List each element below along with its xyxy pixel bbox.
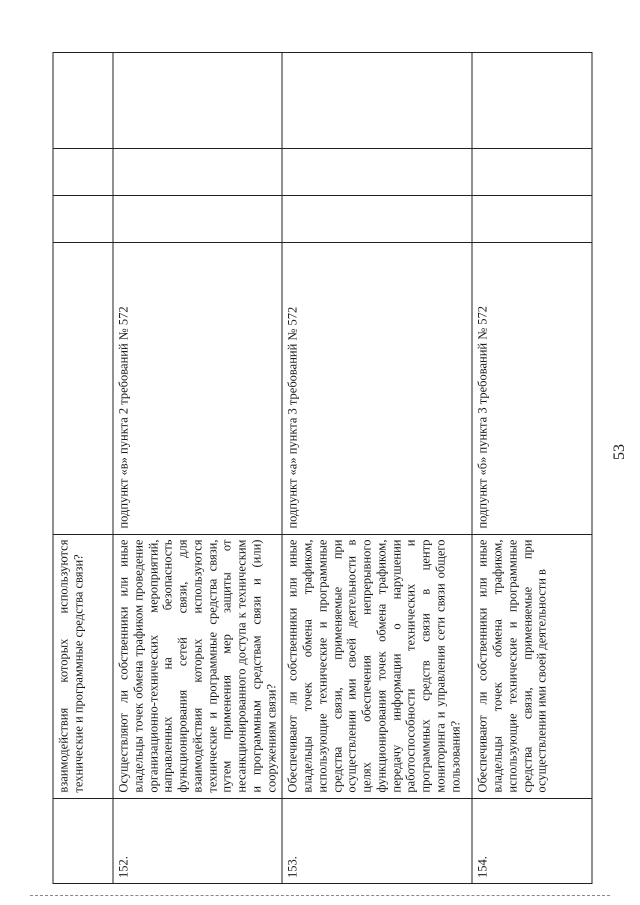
question-cell: Осуществляют ли собственники или иные владельцы точек обмена трафиком проведение организационно-технических мероприятий, направленных на безопасность функционирования сетей связи, для взаимодействия которых используются технические и программные средства связи, путем применения мер защиты от несанкционированного доступа к техническим и программным средствам связи и (или) сооружениям связи? [113,534,282,798]
answer-no-cell [282,149,472,196]
question-cell: Обеспечивают ли собственники или иные владельцы точек обмена трафиком, использующие технические и программные средства связи, применяемые при осуществлении ими своей деятельности в целях обеспечения непрерывного функционирования точек обмена трафиком, передачу информации о нарушении работоспособности технических и программных средств связи в центр мониторинга и управления сети связи общего пользования? [282,534,472,798]
reference-cell: подпункт «в» пункта 2 требований № 572 [113,242,282,534]
answer-yes-cell [282,195,472,242]
scan-artifact-line [30,895,610,898]
reference-cell: подпункт «б» пункта 3 требований № 572 [472,242,592,534]
table-row [113,53,282,884]
table-row [53,53,113,884]
reference-cell [53,242,113,534]
question-cell: взаимодействия которых используются технические и программные средства связи? [53,534,113,798]
requirements-table [53,52,593,884]
row-number [53,798,113,883]
notes-cell [472,53,592,149]
table-row [282,53,472,884]
page-number: 53 [611,444,628,460]
notes-cell [113,53,282,149]
rotated-table-container [53,52,588,884]
answer-yes-cell [113,195,282,242]
answer-no-cell [113,149,282,196]
answer-no-cell [53,149,113,196]
notes-cell [53,53,113,149]
notes-cell [282,53,472,149]
answer-yes-cell [53,195,113,242]
row-number: 152. [113,798,282,883]
question-cell: Обеспечивают ли собственники или иные владельцы точек обмена трафиком, использующие технические и программные средства связи, применяемые при осуществлении ими своей деятельности в [472,534,592,798]
reference-cell: подпункт «а» пункта 3 требований № 572 [282,242,472,534]
answer-no-cell [472,149,592,196]
answer-yes-cell [472,195,592,242]
row-number: 154. [472,798,592,883]
row-number: 153. [282,798,472,883]
table-row [472,53,592,884]
